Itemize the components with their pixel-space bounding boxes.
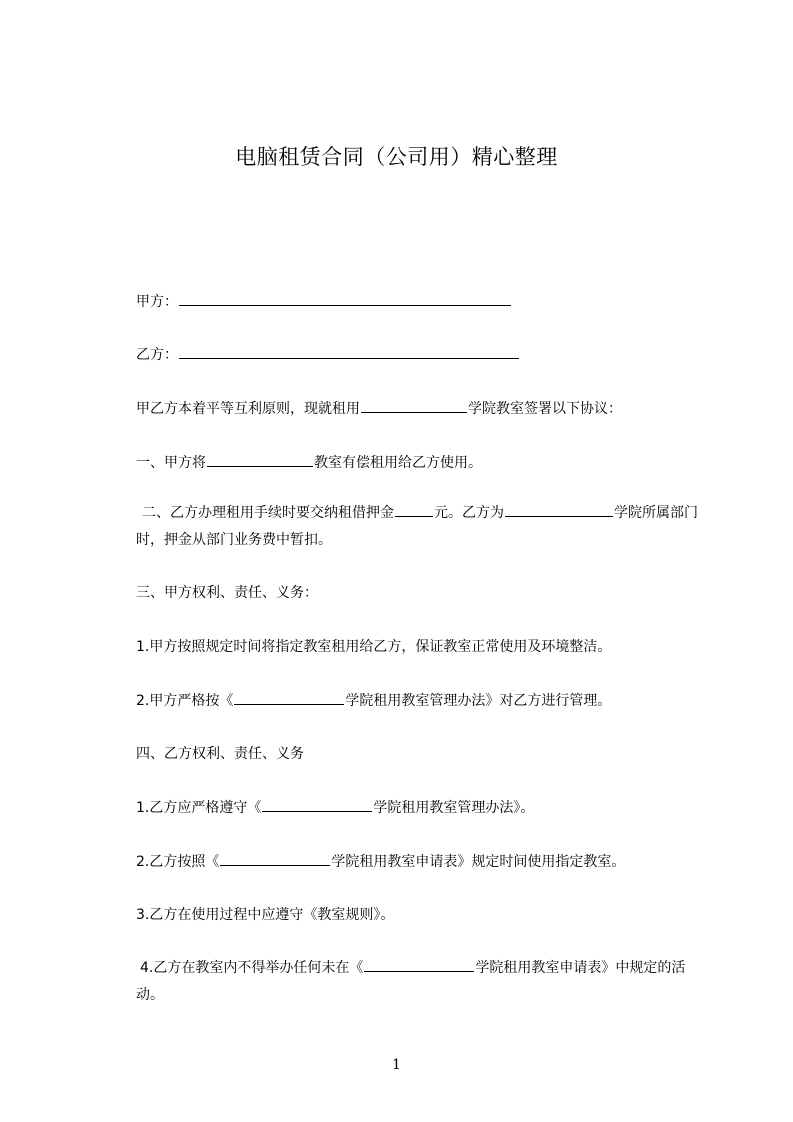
intro-text-start: 甲乙方本着平等互利原则，现就租用 bbox=[136, 401, 360, 417]
party-b-label: 乙方： bbox=[136, 347, 178, 363]
clause-3-item-2 bbox=[136, 690, 611, 711]
college-name-blank bbox=[361, 398, 467, 413]
party-b-line bbox=[136, 344, 520, 365]
clause-2-text-3: 学院所属部门时，押金从部门业务费中暂扣。 bbox=[136, 505, 698, 548]
classroom-blank bbox=[207, 452, 313, 467]
intro-text-end: 学院教室签署以下协议： bbox=[468, 401, 622, 417]
clause-4-item-1-text-end: 学院租用教室管理办法》。 bbox=[373, 800, 535, 816]
party-a-line bbox=[136, 291, 512, 312]
application-form-blank bbox=[220, 851, 330, 866]
clause-3-item-1: 1.甲方按照规定时间将指定教室租用给乙方，保证教室正常使用及环境整洁。 bbox=[136, 639, 612, 655]
clause-4-item-4 bbox=[136, 955, 702, 1009]
document-title: 电脑租赁合同（公司用）精心整理 bbox=[235, 145, 558, 169]
deposit-blank bbox=[395, 502, 433, 517]
clause-1-text-start: 一、甲方将 bbox=[136, 455, 206, 471]
clause-1 bbox=[136, 452, 482, 473]
clause-3-heading: 三、甲方权利、责任、义务： bbox=[136, 585, 318, 601]
page-number: 1 bbox=[392, 1057, 401, 1073]
clause-4-item-4-text-end: 学院租用教室申请表》中规定的活动。 bbox=[136, 960, 686, 1003]
clause-2-text-2: 元。乙方为 bbox=[434, 505, 504, 521]
party-b-blank bbox=[179, 344, 519, 359]
clause-4-item-1-text-start: 1.乙方应严格遵守《 bbox=[136, 800, 262, 816]
clause-3-item-2-text-start: 2.甲方严格按《 bbox=[136, 693, 234, 709]
clause-4-item-4-text-start: 4.乙方在教室内不得举办任何未在《 bbox=[140, 960, 364, 976]
party-a-label: 甲方： bbox=[136, 294, 178, 310]
management-rules-blank bbox=[234, 690, 344, 705]
clause-3-item-2-text-end: 学院租用教室管理办法》对乙方进行管理。 bbox=[345, 693, 612, 709]
clause-4-item-3: 3.乙方在使用过程中应遵守《教室规则》。 bbox=[136, 907, 395, 923]
application-form-blank-2 bbox=[364, 957, 474, 972]
clause-4-item-2-text-end: 学院租用教室申请表》规定时间使用指定教室。 bbox=[331, 854, 626, 870]
clause-4-item-1 bbox=[136, 797, 534, 818]
intro-paragraph bbox=[136, 398, 622, 419]
clause-2-text-1: 二、乙方办理租用手续时要交纳租借押金 bbox=[142, 505, 394, 521]
department-blank bbox=[505, 502, 613, 517]
clause-4-item-2 bbox=[136, 851, 625, 872]
management-rules-blank-2 bbox=[262, 797, 372, 812]
clause-4-item-2-text-start: 2.乙方按照《 bbox=[136, 854, 220, 870]
clause-1-text-end: 教室有偿租用给乙方使用。 bbox=[314, 455, 482, 471]
clause-4-heading: 四、乙方权利、责任、义务 bbox=[136, 746, 304, 762]
party-a-blank bbox=[179, 291, 511, 306]
clause-2 bbox=[136, 500, 702, 554]
